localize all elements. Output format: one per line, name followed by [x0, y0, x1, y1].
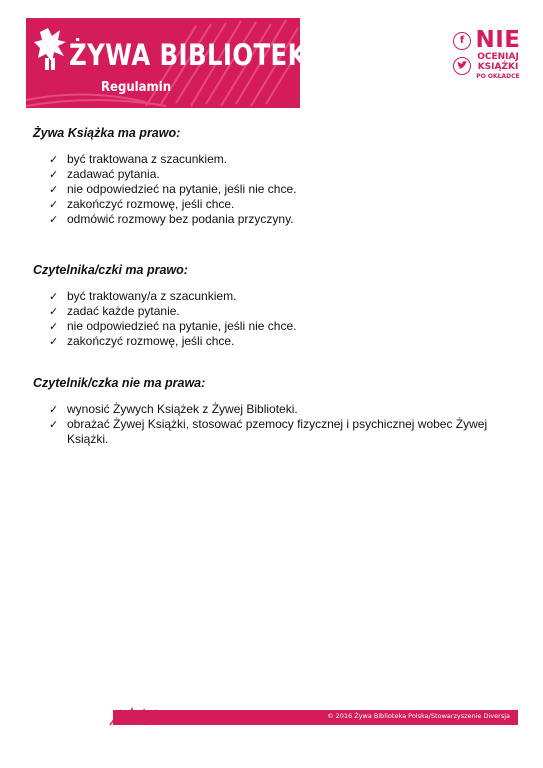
checkmark-icon: ✓: [49, 213, 59, 226]
list-item-text: odmówić rozmowy bez podania przyczyny.: [67, 212, 294, 226]
section-reader-prohibitions: [33, 376, 517, 447]
list-item: [49, 402, 517, 417]
rules-list: [33, 289, 517, 349]
list-item: [49, 304, 517, 319]
list-item-text: nie odpowiedzieć na pytanie, jeśli nie chce.: [67, 182, 297, 196]
twitter-icon[interactable]: [453, 57, 471, 75]
list-item: [49, 289, 517, 304]
checkmark-icon: ✓: [49, 320, 59, 333]
section-reader-rights: [33, 263, 517, 349]
list-item-text: nie odpowiedzieć na pytanie, jeśli nie chce.: [67, 319, 297, 333]
campaign-line4: PO OKŁADCE: [476, 73, 520, 80]
list-item: [49, 319, 517, 334]
facebook-icon[interactable]: f: [453, 32, 471, 50]
list-item-text: być traktowany/a z szacunkiem.: [67, 289, 237, 303]
campaign-logo: [474, 29, 522, 80]
list-item: [49, 197, 517, 212]
checkmark-icon: ✓: [49, 335, 59, 348]
list-item-text: zadawać pytania.: [67, 167, 160, 181]
list-item: [49, 182, 517, 197]
list-item: [49, 212, 517, 227]
checkmark-icon: ✓: [49, 418, 59, 431]
copyright-text: © 2016 Żywa Biblioteka Polska/Stowarzyszenie Diversja: [327, 712, 510, 720]
list-item-text: obrażać Żywej Książki, stosować pzemocy fizycznej i psychicznej wobec Żywej Książki.: [67, 417, 488, 446]
campaign-line2: OCENIAJ: [477, 52, 519, 62]
campaign-line1: NIE: [475, 27, 521, 53]
list-item-text: zadać każde pytanie.: [67, 304, 180, 318]
header-banner: [26, 18, 327, 108]
rules-list: [33, 152, 517, 227]
list-item-text: wynosić Żywych Książek z Żywej Biblioteki.: [67, 402, 298, 416]
list-item: [49, 417, 517, 447]
page-subtitle: Regulamin: [101, 80, 172, 95]
page-title: ŻYWA BIBLIOTEKA: [69, 38, 327, 72]
rules-list: [33, 402, 517, 447]
checkmark-icon: ✓: [49, 183, 59, 196]
checkmark-icon: ✓: [49, 168, 59, 181]
checkmark-icon: ✓: [49, 290, 59, 303]
section-heading: Czytelnika/czki ma prawo:: [33, 263, 188, 277]
campaign-line3: KSIĄŻKI: [477, 62, 519, 72]
social-links: [453, 32, 473, 82]
footer-bar: [113, 710, 518, 725]
section-book-rights: [33, 126, 517, 227]
checkmark-icon: ✓: [49, 305, 59, 318]
list-item: [49, 334, 517, 349]
list-item-text: zakończyć rozmowę, jeśli chce.: [67, 334, 235, 348]
reader-logo-icon: [34, 28, 68, 72]
list-item: [49, 167, 517, 182]
section-heading: Czytelnik/czka nie ma prawa:: [33, 376, 206, 390]
checkmark-icon: ✓: [49, 403, 59, 416]
checkmark-icon: ✓: [49, 153, 59, 166]
list-item-text: zakończyć rozmowę, jeśli chce.: [67, 197, 235, 211]
list-item-text: być traktowana z szacunkiem.: [67, 152, 228, 166]
checkmark-icon: ✓: [49, 198, 59, 211]
section-heading: Żywa Książka ma prawo:: [33, 126, 181, 140]
list-item: [49, 152, 517, 167]
